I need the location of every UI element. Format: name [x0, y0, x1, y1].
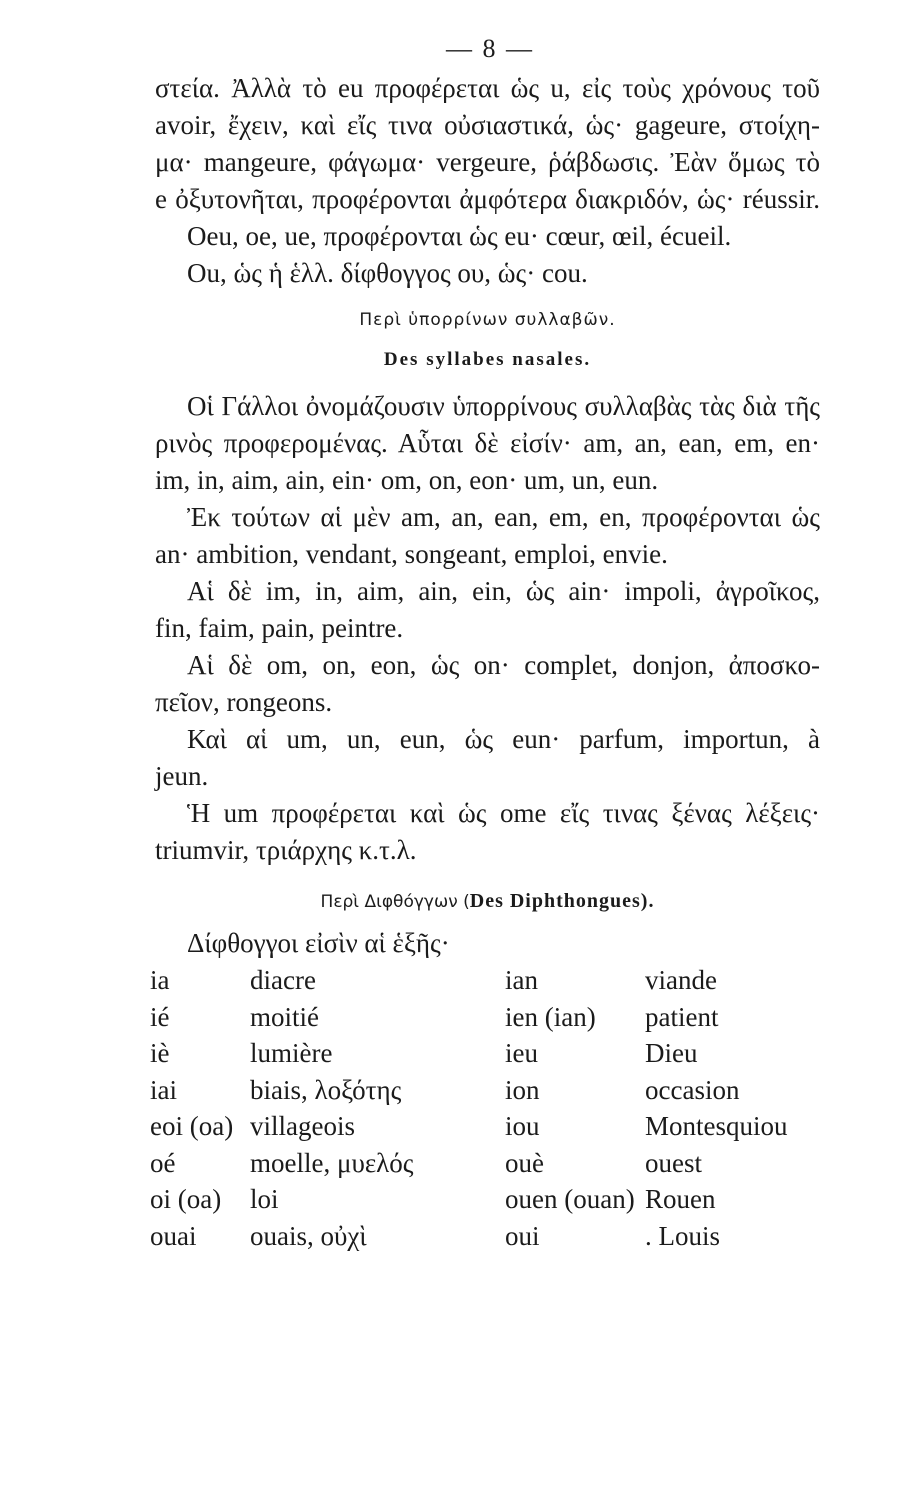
table-row — [150, 1218, 820, 1255]
diphthong-cell: iè — [150, 1038, 170, 1068]
text-line: Ἐκ τούτων αἱ μὲν am, an, ean, em, en, προφέρονται ὡς — [187, 502, 820, 532]
diphthong-cell: ouen (ouan) — [505, 1184, 635, 1214]
text-line: πεῖον, rongeons. — [155, 687, 333, 717]
diphthongs-intro: Δίφθογγοι εἰσὶν αἱ ἑξῆς· — [187, 928, 450, 958]
text-line: avoir, ἔχειν, καὶ εἴς τινα οὐσιαστικά, ὡς· gageure, στοίχη- — [155, 110, 820, 140]
paragraph-4 — [155, 388, 820, 499]
text-line: Οἱ Γάλλοι ὀνομάζουσιν ὑπορρίνους συλλαβὰς τὰς διὰ τῆς — [187, 391, 820, 421]
table-row — [150, 1108, 820, 1145]
diphthong-cell: ié — [150, 1001, 170, 1032]
paragraph-9 — [155, 795, 820, 869]
table-row — [150, 1145, 820, 1182]
example-cell: moitié — [250, 1001, 319, 1032]
example-cell: Rouen — [645, 1184, 716, 1214]
section-heading-greek: Περὶ ὑπορρίνων συλλαβῶν. — [359, 310, 616, 330]
diphthongs-heading — [155, 877, 820, 925]
example-cell: . Louis — [645, 1220, 721, 1251]
spacer — [155, 380, 820, 388]
example-cell: ouais, οὐχὶ — [250, 1220, 367, 1251]
diphthong-cell: eoi (oa) — [150, 1111, 234, 1141]
text-line: στεία. Ἀλλὰ τὸ eu προφέρεται ὡς u, εἰς τοὺς χρόνους τοῦ — [155, 73, 820, 103]
example-cell: diacre — [250, 965, 316, 995]
diphthong-cell: ieu — [505, 1038, 538, 1068]
diphthongs-heading-close: ). — [640, 890, 655, 912]
example-cell: viande — [645, 965, 717, 995]
diphthong-cell: ouè — [505, 1147, 544, 1178]
text-line: Αἱ δὲ om, on, eon, ὡς on· complet, donjon, ἀποσκο- — [187, 650, 820, 680]
text-line: μα· mangeure, φάγωμα· vergeure, ῥάβδωσις. Ἐὰν ὅμως τὸ — [155, 147, 820, 177]
example-cell: moelle, μυελός — [250, 1147, 414, 1178]
paragraph-2: Oeu, oe, ue, προφέρονται ὡς eu· cœur, œil, écueil. — [187, 221, 732, 251]
diphthong-cell: ouai — [150, 1220, 197, 1251]
page-number: — 8 — — [446, 34, 534, 63]
example-cell: lumière — [250, 1038, 333, 1068]
table-row — [150, 999, 820, 1036]
example-cell: biais, λοξότης — [250, 1074, 402, 1105]
section-heading-french: Des syllabes nasales. — [383, 349, 592, 370]
diphthong-cell: ion — [505, 1074, 540, 1105]
paragraph-1 — [155, 70, 820, 218]
example-cell: villageois — [250, 1111, 355, 1141]
diphthong-cell: iai — [150, 1074, 177, 1105]
example-cell: Dieu — [645, 1038, 698, 1068]
paragraph-5 — [155, 499, 820, 573]
diphthongs-heading-french: Des Diphthongues — [469, 890, 641, 912]
example-cell: patient — [645, 1001, 719, 1032]
text-line: an· ambition, vendant, songeant, emploi, envie. — [155, 539, 668, 569]
diphthong-cell: oui — [505, 1220, 540, 1251]
diphthongs-table — [150, 962, 820, 1262]
text-line: Καὶ αἱ um, un, eun, ὡς eun· parfum, importun, à — [187, 724, 820, 754]
table-row — [150, 1035, 820, 1072]
text-line: fin, faim, pain, peintre. — [155, 613, 404, 643]
text-line: e ὀξυτονῆται, προφέρονται ἀμφότερα διακριδόν, ὡς· réussir. — [155, 184, 820, 214]
text-line: jeun. — [155, 761, 209, 791]
text-line: Ἡ um προφέρεται καὶ ὡς ome εἴς τινας ξένας λέξεις· — [187, 798, 820, 828]
spacer — [155, 292, 820, 300]
text-line: triumvir, τριάρχης κ.τ.λ. — [155, 835, 417, 865]
page-text — [150, 70, 820, 1262]
table-row — [150, 962, 820, 999]
example-cell: occasion — [645, 1074, 740, 1105]
text-line: im, in, aim, ain, ein· om, on, eon· um, un, eun. — [155, 465, 659, 495]
diphthong-cell: oé — [150, 1147, 176, 1178]
diphthong-cell: ia — [150, 965, 170, 995]
diphthong-cell: oi (oa) — [150, 1184, 222, 1214]
diphthongs-heading-greek: Περὶ Διφθόγγων ( — [320, 892, 470, 912]
diphthong-cell: iou — [505, 1111, 540, 1141]
text-line: ρινὸς προφερομένας. Αὗται δὲ εἰσίν· am, an, ean, em, en· — [155, 428, 820, 458]
table-row — [150, 1072, 820, 1109]
paragraph-3: Ou, ὡς ἡ ἑλλ. δίφθογγος ου, ὡς· cou. — [187, 258, 588, 288]
diphthong-cell: ian — [505, 965, 538, 995]
table-row — [150, 1181, 820, 1218]
paragraph-8 — [155, 721, 820, 795]
text-line: Αἱ δὲ im, in, aim, ain, ein, ὡς ain· impoli, ἀγροῖκος, — [187, 576, 820, 606]
example-cell: Montesquiou — [645, 1111, 788, 1141]
spacer — [155, 869, 820, 877]
paragraph-6 — [155, 573, 820, 647]
example-cell: loi — [250, 1184, 279, 1214]
diphthong-cell: ien (ian) — [505, 1001, 596, 1032]
example-cell: ouest — [645, 1147, 702, 1178]
paragraph-7 — [155, 647, 820, 721]
